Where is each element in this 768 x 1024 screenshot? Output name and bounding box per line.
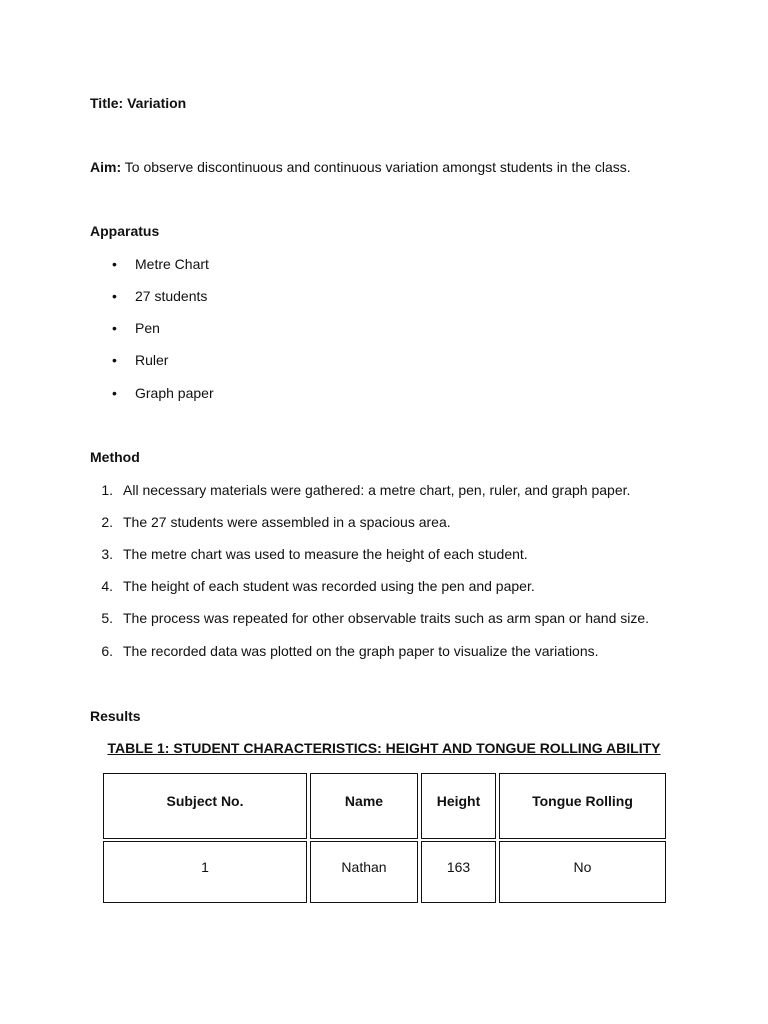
method-step	[96, 513, 451, 531]
table-caption: TABLE 1: STUDENT CHARACTERISTICS: HEIGHT AND TONGUE ROLLING ABILITY	[107, 740, 661, 756]
table-row	[103, 841, 666, 903]
aim-label: Aim:	[90, 159, 122, 175]
step-number: 3.	[101, 546, 113, 562]
step-number: 1.	[101, 482, 113, 498]
bullet-icon: •	[112, 288, 117, 304]
apparatus-item	[108, 255, 209, 273]
aim-text: To observe discontinuous and continuous variation amongst students in the class.	[124, 159, 631, 175]
bullet-icon: •	[112, 352, 117, 368]
results-table	[100, 771, 669, 905]
step-text: The process was repeated for other observable traits such as arm span or hand size.	[123, 610, 650, 626]
step-text: The height of each student was recorded using the pen and paper.	[123, 578, 535, 594]
title-label: Title:	[90, 95, 124, 111]
apparatus-item	[108, 319, 160, 337]
document-title	[90, 94, 186, 112]
step-number: 5.	[101, 610, 113, 626]
method-step	[96, 609, 649, 627]
step-text: The recorded data was plotted on the graph paper to visualize the variations.	[123, 643, 599, 659]
step-number: 6.	[101, 643, 113, 659]
apparatus-item	[108, 351, 168, 369]
results-heading: Results	[90, 708, 141, 724]
method-step	[96, 545, 528, 563]
apparatus-item-text: Ruler	[135, 352, 169, 368]
method-step	[96, 481, 630, 499]
apparatus-heading: Apparatus	[90, 223, 160, 239]
cell-name: Nathan	[310, 841, 418, 903]
column-header-height: Height	[421, 773, 496, 839]
step-text: The 27 students were assembled in a spacious area.	[123, 514, 451, 530]
bullet-icon: •	[112, 256, 117, 272]
apparatus-item	[108, 287, 207, 305]
method-step	[96, 642, 599, 660]
table-header-row	[103, 773, 666, 839]
column-header-tongue-rolling: Tongue Rolling	[499, 773, 666, 839]
column-header-subject-no: Subject No.	[103, 773, 307, 839]
aim-paragraph	[90, 158, 631, 176]
method-step	[96, 577, 535, 595]
cell-subject-no: 1	[103, 841, 307, 903]
bullet-icon: •	[112, 385, 117, 401]
step-text: All necessary materials were gathered: a metre chart, pen, ruler, and graph paper.	[123, 482, 631, 498]
step-text: The metre chart was used to measure the height of each student.	[123, 546, 528, 562]
step-number: 4.	[101, 578, 113, 594]
column-header-name: Name	[310, 773, 418, 839]
step-number: 2.	[101, 514, 113, 530]
apparatus-item-text: Graph paper	[135, 385, 214, 401]
apparatus-item-text: Pen	[135, 320, 160, 336]
cell-tongue-rolling: No	[499, 841, 666, 903]
cell-height: 163	[421, 841, 496, 903]
apparatus-item	[108, 384, 214, 402]
title-value: Variation	[127, 95, 187, 111]
apparatus-item-text: Metre Chart	[135, 256, 209, 272]
apparatus-item-text: 27 students	[135, 288, 208, 304]
bullet-icon: •	[112, 320, 117, 336]
method-heading: Method	[90, 449, 140, 465]
